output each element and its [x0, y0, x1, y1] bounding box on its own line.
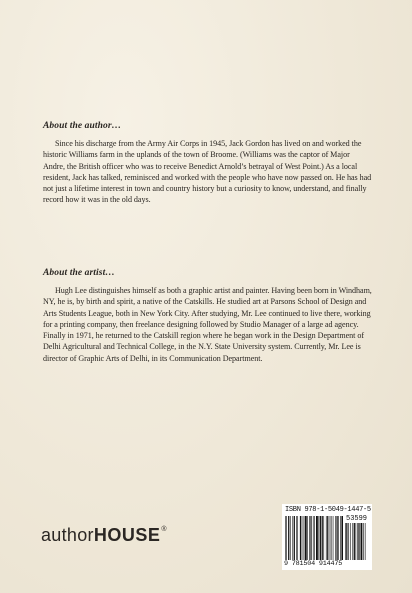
barcode-bar	[297, 516, 298, 560]
barcode-addon-code: 53599	[346, 515, 368, 523]
barcode-bar	[365, 523, 366, 560]
barcode-bar	[304, 516, 305, 560]
barcode-bar	[348, 523, 349, 560]
barcode-bar	[346, 523, 347, 560]
registered-mark: ®	[161, 526, 167, 533]
barcode-bar	[305, 516, 307, 560]
about-author-heading: About the author…	[43, 121, 122, 131]
about-author-text: Since his discharge from the Army Air Corps in 1945, Jack Gordon has lived on and worked the historic Williams farm in the uplands of the town of Broome. (Williams was the captor of Major Andre, the British officer who was to receive Benedict Arnold’s betrayal of West Point.) As a local resident, Jack has talked, reminisced and worked with the people who have now passed on. He has had not just a lifetime interest in town and country history but a curiosity to know, understand, and finally record how it was in the old days.	[43, 139, 372, 205]
barcode-digits: 9 781504 914475	[284, 560, 343, 568]
barcode-bar	[288, 516, 289, 560]
barcode-bar	[350, 523, 351, 560]
barcode-bar	[285, 516, 286, 560]
barcode-bar	[341, 516, 343, 560]
barcode-bar	[322, 516, 323, 560]
barcode-bar	[340, 516, 341, 560]
barcode-bar	[338, 516, 339, 560]
barcode-bar	[309, 516, 310, 560]
barcode-bar	[354, 523, 355, 560]
barcode-bar	[330, 516, 331, 560]
barcode-bar	[333, 516, 334, 560]
barcode-bar	[345, 523, 346, 560]
barcode-bar	[316, 516, 318, 560]
logo-text-author: author	[41, 525, 94, 545]
barcode-bar	[294, 516, 295, 560]
publisher-logo	[41, 525, 166, 546]
barcode-bar	[352, 523, 353, 560]
barcode-bar	[335, 516, 336, 560]
barcode-bar	[313, 516, 314, 560]
isbn-barcode	[282, 504, 372, 570]
about-artist-text: Hugh Lee distinguishes himself as both a graphic artist and painter. Having been born in Windham, NY, he is, by birth and spirit, a native of the Catskills. He studied art at Parsons School of Design and Arts Students League, both in New York City. After studying, Mr. Lee continued to live there, working for a printing company, then freelance designing followed by Studio Manager of a large ad agency. Finally in 1971, he returned to the Catskill region where he began work in the Design Department of Delhi Agricultural and Technical College, in the N.Y. State University system. Currently, Mr. Lee is director of Graphic Arts of Delhi, in its Communication Department.	[43, 286, 372, 363]
barcode-bar	[292, 516, 293, 560]
barcode-bar	[307, 516, 308, 560]
barcode-bar	[296, 516, 297, 560]
barcode-bar	[356, 523, 357, 560]
barcode-bar	[290, 516, 291, 560]
barcode-bar	[357, 523, 358, 560]
barcode-bar	[336, 516, 337, 560]
barcode-bar	[302, 516, 303, 560]
barcode-bar	[323, 516, 324, 560]
barcode-bar	[286, 516, 287, 560]
barcode-bar	[326, 516, 327, 560]
barcode-bars-main	[285, 516, 343, 560]
isbn-label: ISBN 978-1-5049-1447-5	[285, 506, 371, 514]
barcode-bar	[331, 516, 332, 560]
about-artist-heading: About the artist…	[43, 268, 115, 278]
barcode-bar	[310, 516, 311, 560]
barcode-bar	[318, 516, 319, 560]
barcode-bars-addon	[345, 523, 369, 560]
barcode-bar	[300, 516, 301, 560]
barcode-bar	[359, 523, 360, 560]
about-artist-section	[43, 268, 373, 364]
barcode-bar	[361, 523, 363, 560]
about-author-section	[43, 121, 373, 206]
barcode-bar	[314, 516, 315, 560]
logo-text-house: HOUSE	[93, 525, 161, 545]
barcode-bar	[327, 516, 328, 560]
barcode-bar	[363, 523, 364, 560]
barcode-bar	[320, 516, 321, 560]
